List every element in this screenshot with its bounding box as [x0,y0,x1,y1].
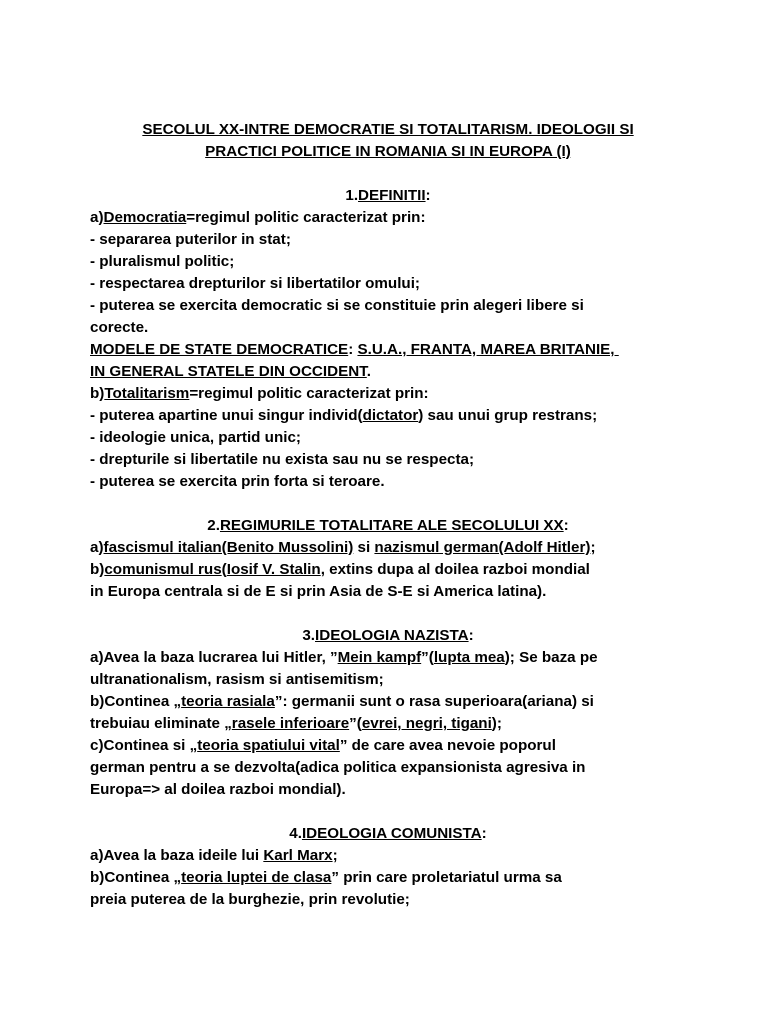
section-title: REGIMURILE TOTALITARE ALE SECOLULUI XX [219,517,564,534]
term-lupta-de-clasa: teoria luptei de clasa [181,869,332,886]
communist-item-b [90,867,690,889]
section-4-heading [86,823,690,845]
section-colon: : [563,517,569,534]
list-item: corecte. [90,319,149,336]
section-2-heading [86,515,690,537]
title-line-1: SECOLUL XX-INTRE DEMOCRATIE SI TOTALITARISM. IDEOLOGII SI [142,121,634,138]
item-text: ”: germanii sunt o rasa superioara(ariana) si [274,693,594,710]
section-3-heading [86,625,690,647]
models-end: . [366,363,371,380]
item-text: a)Avea la baza lucrarea lui Hitler, ” [90,649,338,666]
definition-text: =regimul politic caracterizat prin: [186,209,426,226]
document-title [86,119,690,163]
item-text: , extins dupa al doilea razboi mondial [320,561,590,578]
term-dictator: dictator [362,407,419,424]
democratic-models-line-1 [90,339,690,361]
item-text: ; [590,539,596,556]
nazi-item-c-continued: Europa=> al doilea razboi mondial). [90,781,346,798]
regime-item-b-continued: in Europa centrala si de E si prin Asia de S-E si America latina). [90,583,547,600]
list-item: - drepturile si libertatile nu exista sau nu se respecta; [90,451,475,468]
list-item: - puterea se exercita democratic si se constituie prin alegeri libere si [90,297,584,314]
section-colon: : [468,627,474,644]
item-text: ; [332,847,338,864]
list-item: - ideologie unica, partid unic; [90,429,301,446]
democratic-models-line-2 [90,361,690,383]
section-number: 3. [302,627,316,644]
item-text: ” de care avea nevoie poporul [339,737,556,754]
definition-democratia [90,207,690,229]
models-label: MODELE DE STATE DEMOCRATICE [90,341,349,358]
section-title: DEFINITII [358,187,426,204]
section-title: IDEOLOGIA COMUNISTA [301,825,482,842]
section-number: 2. [207,517,220,534]
communist-item-a [90,845,690,867]
item-text: ); [491,715,502,732]
section-colon: : [425,187,431,204]
term-spatiu-vital: teoria spatiului vital [197,737,340,754]
nazi-item-c-continued: german pentru a se dezvolta(adica politica expansionista agresiva in [90,759,586,776]
document-page [90,119,690,911]
term-mein-kampf: Mein kampf [337,649,422,666]
item-text: ”( [349,715,362,732]
term-democratia: Democratia [103,209,187,226]
term-evrei-negri-tigani: evrei, negri, tigani [361,715,492,732]
title-line-2: PRACTICI POLITICE IN ROMANIA SI IN EUROPA (I) [205,143,571,160]
item-text: ) sau unui grup restrans; [418,407,598,424]
item-text: ); Se baza pe [504,649,598,666]
nazi-item-b [90,691,690,713]
item-text: ( [221,561,227,578]
item-prefix: b) [90,385,105,402]
item-text: ” prin care proletariatul urma sa [331,869,562,886]
regime-item-b [90,559,690,581]
section-title: IDEOLOGIA NAZISTA [315,627,469,644]
list-item: - puterea se exercita prin forta si teroare. [90,473,385,490]
item-text: trebuiau eliminate „ [90,715,232,732]
section-1-heading [86,185,690,207]
list-item [90,405,690,427]
term-fascism: fascismul italian(Benito Mussolini) [103,539,354,556]
term-communism: comunismul rus [104,561,222,578]
term-nazism: nazismul german(Adolf Hitler) [374,539,591,556]
term-karl-marx: Karl Marx [263,847,333,864]
section-colon: : [481,825,487,842]
nazi-item-a-continued: ultranationalism, rasism si antisemitism; [90,671,384,688]
section-number: 4. [289,825,302,842]
models-list: S.U.A., FRANTA, MAREA BRITANIE, [357,341,619,358]
models-separator: : [348,341,358,358]
item-text: ”( [421,649,434,666]
item-text: a)Avea la baza ideile lui [90,847,264,864]
nazi-item-c [90,735,690,757]
definition-text: =regimul politic caracterizat prin: [189,385,429,402]
models-list: IN GENERAL STATELE DIN OCCIDENT [90,363,367,380]
term-rasele-inferioare: rasele inferioare [231,715,350,732]
nazi-item-b-continued [90,713,690,735]
item-prefix: a) [90,539,104,556]
item-text: - puterea apartine unui singur individ( [90,407,363,424]
term-stalin: Iosif V. Stalin [226,561,321,578]
term-totalitarism: Totalitarism [104,385,190,402]
section-number: 1. [345,187,359,204]
term-lupta-mea: lupta mea [433,649,505,666]
nazi-item-a [90,647,690,669]
regime-item-a [90,537,690,559]
list-item: - respectarea drepturilor si libertatilor omului; [90,275,420,292]
item-text: si [353,539,375,556]
term-teoria-rasiala: teoria rasiala [181,693,275,710]
list-item: - pluralismul politic; [90,253,235,270]
item-text: b)Continea „ [90,693,182,710]
item-prefix: a) [90,209,104,226]
item-text: c)Continea si „ [90,737,198,754]
definition-totalitarism [90,383,690,405]
communist-item-b-continued: preia puterea de la burghezie, prin revolutie; [90,891,410,908]
list-item: - separarea puterilor in stat; [90,231,291,248]
item-prefix: b) [90,561,105,578]
item-text: b)Continea „ [90,869,182,886]
